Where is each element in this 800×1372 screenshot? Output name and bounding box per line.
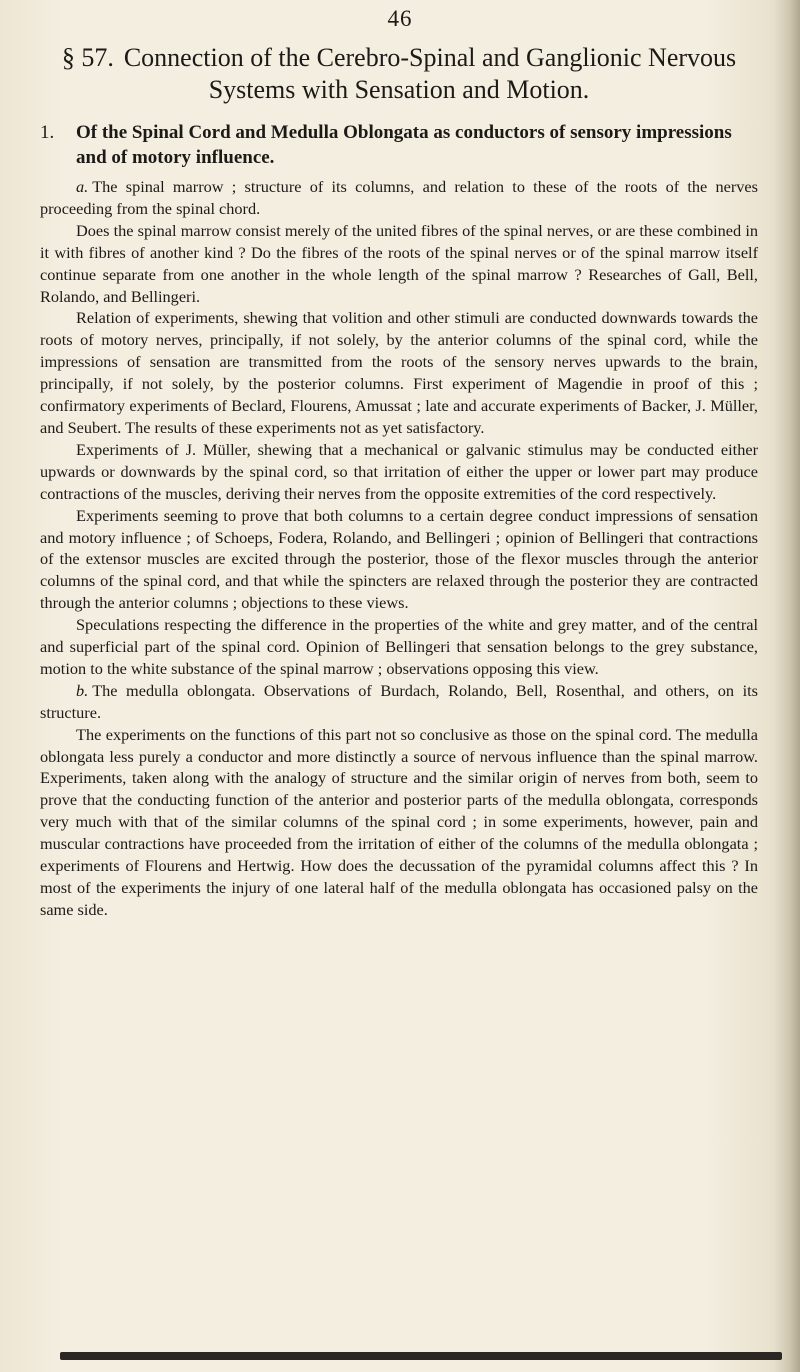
paragraph xyxy=(40,505,758,615)
subsection-number: 1. xyxy=(40,122,55,143)
paragraph-text: Does the spinal marrow consist merely of the united fibres of the spinal nerves, or are these combined in it with fibres of another kind ? Do the fibres of the roots of the spinal nerves or of the spinal marrow itself continue separate from one another in the whole length of the spinal marrow ? Researches of Gall, Bell, Rolando, and Bellingeri. xyxy=(40,220,758,306)
section-heading xyxy=(40,42,758,106)
section-title: Connection of the Cerebro-Spinal and Ganglionic Nervous Systems with Sensation and Motion. xyxy=(123,43,737,104)
paragraph-text: The medulla oblongata. Observations of Burdach, Rolando, Bell, Rosenthal, and others, on its structure. xyxy=(40,680,758,722)
paragraph xyxy=(40,220,758,308)
paragraph xyxy=(40,614,758,680)
paragraph-marker: b. xyxy=(76,680,89,700)
paragraph-text: The spinal marrow ; structure of its columns, and relation to these of the roots of the nerves proceeding from the spinal chord. xyxy=(40,177,758,218)
paragraph-marker: a. xyxy=(76,177,89,196)
paragraph xyxy=(40,439,758,505)
page-edge-shadow xyxy=(774,0,800,1372)
paragraph-text: Relation of experiments, shewing that volition and other stimuli are conducted downwards towards the roots of motory nerves, principally, if not solely, by the anterior columns of the spinal cord, while the impressions of sensation are transmitted from the roots of the sensory nerves upwards to the brain, principally, if not solely, by the posterior columns. First experiment of Magendie in proof of this ; confirmatory experiments of Beclard, Flourens, Amussat ; late and accurate experiments of Backer, J. Müller, and Seubert. The results of these experiments not as yet satisfactory. xyxy=(40,308,758,437)
paragraph xyxy=(40,307,758,438)
paragraph-text: Experiments seeming to prove that both columns to a certain degree conduct impressions of sensation and motory influence ; of Schoeps, Fodera, Rolando, and Bellingeri ; opinion of Bellingeri that contractions of the extensor muscles are excited through the posterior, those of the flexor muscles through the anterior columns of the spinal cord, and that while the spincters are relaxed through the posterior they are contracted through the anterior columns ; objections to these views. xyxy=(40,505,758,613)
page-content xyxy=(40,42,758,921)
section-marker: § 57. xyxy=(61,43,114,72)
page-number: 46 xyxy=(387,6,413,31)
paragraph-text: Experiments of J. Müller, shewing that a mechanical or galvanic stimulus may be conducted either upwards or downwards by the spinal cord, so that irritation of either the upper or lower part may produce contractions of the muscles, deriving their nerves from the opposite extremities of the cord respectively. xyxy=(40,439,758,503)
paragraph-text: The experiments on the functions of this part not so conclusive as those on the spinal cord. The medulla oblongata less purely a conductor and more distinctly a source of nervous influence than the spinal marrow. Experiments, taken along with the analogy of structure and the similar origin of nerves from both, seem to prove that the conducting function of the anterior and posterior parts of the medulla oblongata, corresponds very much with that of the similar columns of the spinal cord ; in some experiments, however, pain and muscular contractions have proceeded from the irritation of either of the columns of the medulla oblongata ; experiments of Flourens and Hertwig. How does the decussation of the pyramidal columns affect this ? In most of the experiments the injury of one lateral half of the medulla oblongata has occasioned palsy on the same side. xyxy=(40,724,758,919)
paragraph xyxy=(40,680,758,724)
paragraph xyxy=(40,176,758,220)
paragraph xyxy=(40,724,758,921)
bottom-binding-rule xyxy=(60,1352,782,1360)
subsection-title: Of the Spinal Cord and Medulla Oblongata as conductors of sensory impressions and of motory influence. xyxy=(76,122,732,168)
subsection-heading xyxy=(40,120,758,170)
paragraph-text: Speculations respecting the difference in the properties of the white and grey matter, and of the central and superficial part of the spinal cord. Opinion of Bellingeri that sensation belongs to the grey substance, motion to the white substance of the spinal marrow ; observations opposing this view. xyxy=(40,615,758,678)
